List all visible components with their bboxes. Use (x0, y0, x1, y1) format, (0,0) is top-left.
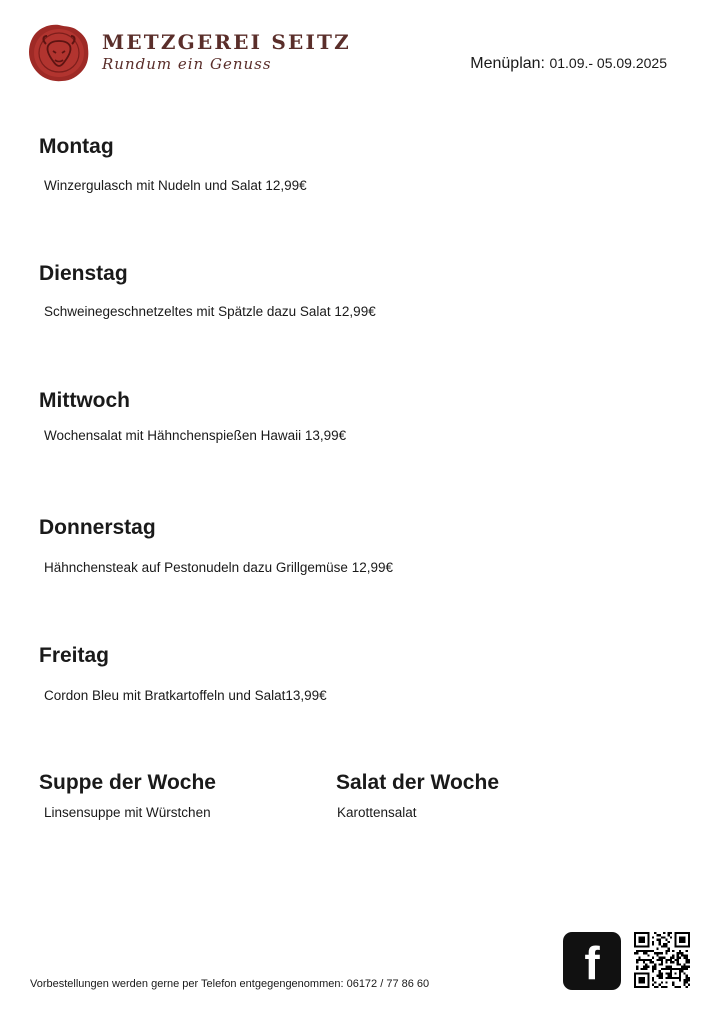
menu-label: Menüplan: (470, 55, 545, 72)
soup-title: Suppe der Woche (39, 771, 216, 794)
qr-code-icon[interactable] (634, 932, 690, 988)
salad-dish: Karottensalat (337, 805, 417, 820)
salad-title: Salat der Woche (336, 771, 499, 794)
dish-dienstag: Schweinegeschnetzeltes mit Spätzle dazu Salat 12,99€ (44, 304, 376, 319)
day-title-dienstag: Dienstag (39, 262, 128, 285)
facebook-icon[interactable]: f (563, 932, 621, 990)
day-title-donnerstag: Donnerstag (39, 516, 156, 539)
menu-dates: 01.09.- 05.09.2025 (549, 55, 667, 71)
brand-logo (28, 24, 351, 84)
menu-date-range (470, 55, 667, 73)
day-title-montag: Montag (39, 135, 114, 158)
brand-name: METZGEREI SEITZ (102, 30, 351, 54)
dish-mittwoch: Wochensalat mit Hähnchenspießen Hawaii 13,99€ (44, 428, 347, 443)
seal-logo-icon (28, 24, 90, 82)
brand-tagline: Rundum ein Genuss (102, 55, 272, 73)
dish-donnerstag: Hähnchensteak auf Pestonudeln dazu Grillgemüse 12,99€ (44, 560, 393, 575)
day-title-mittwoch: Mittwoch (39, 389, 130, 412)
day-title-freitag: Freitag (39, 644, 110, 667)
preorder-note: Vorbestellungen werden gerne per Telefon entgegengenommen: 06172 / 77 86 60 (30, 978, 430, 990)
soup-dish: Linsensuppe mit Würstchen (44, 805, 211, 820)
dish-montag: Winzergulasch mit Nudeln und Salat 12,99€ (44, 178, 307, 193)
dish-freitag: Cordon Bleu mit Bratkartoffeln und Salat13,99€ (44, 688, 327, 703)
